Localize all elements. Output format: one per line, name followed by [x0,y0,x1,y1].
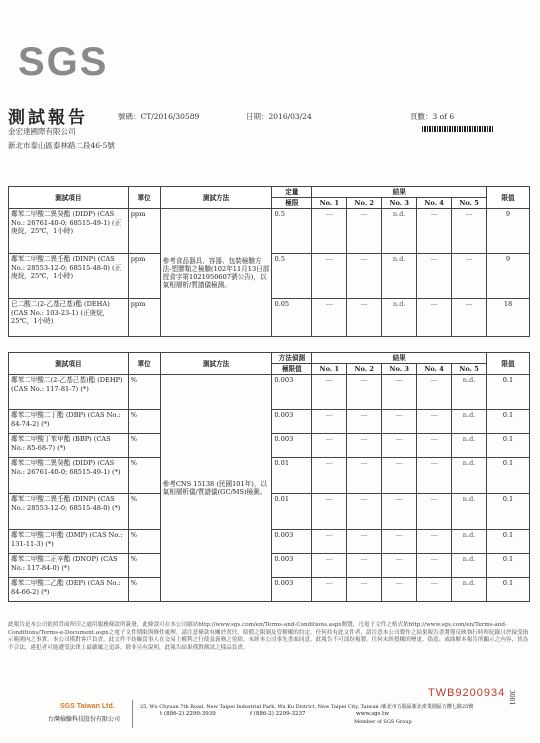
result-5: n.d. [452,434,487,458]
col-header-unit: 單位 [128,353,160,375]
col-header-no4: No. 4 [417,198,452,209]
result-5: --- [452,299,487,337]
max-value: 0.1 [487,554,530,578]
result-4: --- [417,530,452,554]
unit: ppm [128,254,160,299]
col-header-no1: No. 1 [312,364,347,375]
unit: % [128,494,160,530]
client-company: 金宏達國際有限公司 [8,127,76,136]
col-header-item: 測試項目 [9,353,129,375]
limit: 0.003 [272,530,312,554]
report-date: 日期：2016/03/24 [246,112,312,121]
result-2: --- [347,578,382,602]
footer-company-en: SGS Taiwan Ltd. [60,703,115,710]
col-header-results: 結果 [312,187,487,198]
col-header-item: 測試項目 [9,187,129,209]
max-value: 0.1 [487,434,530,458]
result-5: --- [452,254,487,299]
col-header-results: 結果 [312,353,487,364]
results-table-2 [8,352,530,602]
result-4: --- [417,554,452,578]
max-value: 0.1 [487,375,530,410]
result-3: --- [382,434,417,458]
result-1: --- [312,375,347,410]
result-4: --- [417,494,452,530]
result-5: n.d. [452,554,487,578]
footer-company-cn: 台灣檢驗科技股份有限公司 [48,716,121,723]
result-3: --- [382,494,417,530]
disclaimer-text: 此報告是本公司依照背面所印之通用服務條款所簽發，此條款可在本公司網站http://www.sgs.com/en/Terms-and-Conditions.aspx閱覽，凡電子文件之格式依http://www.sgs.com/en/Terms-and-Conditions/Terms-e-Document.aspx之電子文件期限與條件處理。請注意條款有關於責任、賠償之限制及管轄權的約定。任何持有此文件者，請注意本公司製作之結果報告書將僅反映執行時所紀錄且於接受指示範圍內之事實。本公司僅對客戶負責，此文件不妨礙當事人在交易上權利之行使及義務之免除。未經本公司事先書面同意，此報告不可部份複製。任何未經授權的變更、偽造、或曲解本報告所顯示之內容，皆為不合法，違犯者可能遭受法律上最嚴厲之追訴。除非另有說明，此報告結果僅對測試之樣品負責。 [8,622,529,651]
test-item: 鄰苯二甲酸丁苯甲酯 (BBP) (CAS No.: 85-68-7) (*) [9,434,129,458]
table-row [9,209,530,254]
test-item: 鄰苯二甲酸二甲酯 (DMP) (CAS No.: 131-11-3) (*) [9,530,129,554]
col-header-limit-bottom: 極限 [272,198,312,209]
test-item: 已二酸二(2-乙基己基)酯 (DEHA) (CAS No.: 103-23-1) (正庚烷，25℃，1小時) [9,299,129,337]
result-2: --- [347,554,382,578]
result-1: --- [312,494,347,530]
col-header-method: 測試方法 [160,187,272,209]
col-header-limit-top: 方法偵測 [272,353,312,364]
limit: 0.003 [272,554,312,578]
max-value: 0.1 [487,494,530,530]
test-method: 參考食品器具、容器、包裝檢驗方法-塑膠類之檢驗(102年11月13日部授食字第1021950607號公告)，以氣相層析/質譜儀檢測。 [160,209,272,337]
result-3: --- [382,530,417,554]
limit: 0.003 [272,434,312,458]
result-4: --- [417,410,452,434]
client-address: 新北市泰山區泰林路二段46-5號 [8,141,115,150]
test-item: 鄰苯二甲酸二(2-乙基己基)酯 (DEHP) (CAS No.: 117-81-7) (*) [9,375,129,410]
result-1: --- [312,530,347,554]
page-number: 頁數：3 of 6 [410,112,455,121]
col-header-max: 限值 [487,353,530,375]
limit: 0.5 [272,209,312,254]
result-4: --- [417,254,452,299]
result-3: --- [382,458,417,494]
result-1: --- [312,209,347,254]
result-1: --- [312,254,347,299]
page-title: 測試報告 [8,108,88,128]
limit: 0.5 [272,254,312,299]
unit: % [128,375,160,410]
test-item: 鄰苯二甲酸二異壬酯 (DINP) (CAS No.: 28553-12-0; 68515-48-0) (正庚烷，25℃，1小時) [9,254,129,299]
max-value: 9 [487,254,530,299]
result-3: --- [382,375,417,410]
col-header-no3: No. 3 [382,364,417,375]
max-value: 0.1 [487,530,530,554]
unit: % [128,554,160,578]
side-code: 3001 [508,690,515,706]
limit: 0.05 [272,299,312,337]
footer-member: Member of SGS Group [354,719,412,725]
result-1: --- [312,299,347,337]
test-item: 鄰苯二甲酸二丁酯 (DBP) (CAS No.: 84-74-2) (*) [9,410,129,434]
footer-web: www.sgs.tw [356,711,390,717]
col-header-method: 測試方法 [160,353,272,375]
footer-divider [132,700,133,728]
result-1: --- [312,410,347,434]
limit: 0.003 [272,410,312,434]
result-3: --- [382,410,417,434]
col-header-no3: No. 3 [382,198,417,209]
footer-fax: f (886-2) 2299-3237 [250,711,306,717]
footer-address: 25, Wu Chyuan 7th Road, New Taipei Industrial Park, Wu Ku District, New Taipei City, Taiwan /新北市五股區新北產業園區五權七路25號 [140,704,474,710]
result-1: --- [312,554,347,578]
result-2: --- [347,434,382,458]
col-header-unit: 單位 [128,187,160,209]
unit: % [128,578,160,602]
footer-bar [0,700,540,730]
unit: % [128,458,160,494]
max-value: 18 [487,299,530,337]
result-5: n.d. [452,458,487,494]
result-2: --- [347,458,382,494]
result-4: --- [417,209,452,254]
limit: 0.01 [272,458,312,494]
col-header-max: 限值 [487,187,530,209]
result-4: --- [417,458,452,494]
test-item: 鄰苯二甲酸二異癸酯 (DIDP) (CAS No.: 26761-40-0; 68515-49-1) (*) [9,458,129,494]
result-3: n.d. [382,254,417,299]
sgs-logo: SGS [18,40,109,84]
footer-phone: t (886-2) 2299-3939 [160,711,216,717]
unit: % [128,410,160,434]
col-header-no1: No. 1 [312,198,347,209]
max-value: 0.1 [487,578,530,602]
test-item: 鄰苯二甲酸二正辛酯 (DNOP) (CAS No.: 117-84-0) (*) [9,554,129,578]
result-1: --- [312,434,347,458]
test-item: 鄰苯二甲酸二異壬酯 (DINP) (CAS No.: 28553-12-0; 68515-48-0) (*) [9,494,129,530]
result-5: --- [452,209,487,254]
test-item: 鄰苯二甲酸二乙酯 (DEP) (CAS No.: 84-66-2) (*) [9,578,129,602]
max-value: 0.1 [487,458,530,494]
col-header-no5: No. 5 [452,198,487,209]
result-2: --- [347,410,382,434]
table-row [9,375,530,410]
test-item: 鄰苯二甲酸二異癸酯 (DIDP) (CAS No.: 26761-40-0; 68515-49-1) (正庚烷，25℃，1小時) [9,209,129,254]
result-2: --- [347,254,382,299]
result-1: --- [312,458,347,494]
unit: % [128,530,160,554]
result-1: --- [312,578,347,602]
result-4: --- [417,434,452,458]
limit: 0.003 [272,578,312,602]
result-5: n.d. [452,494,487,530]
result-2: --- [347,494,382,530]
max-value: 0.1 [487,410,530,434]
result-4: --- [417,299,452,337]
serial-number: TWB9200934 [428,687,506,699]
result-3: --- [382,578,417,602]
col-header-no5: No. 5 [452,364,487,375]
unit: ppm [128,299,160,337]
col-header-no4: No. 4 [417,364,452,375]
result-5: n.d. [452,375,487,410]
barcode [422,126,494,132]
result-2: --- [347,375,382,410]
col-header-limit-bottom: 極限值 [272,364,312,375]
result-5: n.d. [452,530,487,554]
result-3: --- [382,554,417,578]
result-5: n.d. [452,410,487,434]
result-3: n.d. [382,299,417,337]
result-4: --- [417,375,452,410]
result-2: --- [347,299,382,337]
results-table-1 [8,186,530,337]
test-method: 參考CNS 15138 (民國101年)，以氣相層析儀/質譜儀(GC/MS)檢測。 [160,375,272,602]
col-header-no2: No. 2 [347,364,382,375]
col-header-limit-top: 定量 [272,187,312,198]
col-header-no2: No. 2 [347,198,382,209]
unit: % [128,434,160,458]
result-5: n.d. [452,578,487,602]
result-2: --- [347,209,382,254]
result-3: n.d. [382,209,417,254]
result-4: --- [417,578,452,602]
unit: ppm [128,209,160,254]
limit: 0.003 [272,375,312,410]
limit: 0.01 [272,494,312,530]
result-2: --- [347,530,382,554]
report-number: 號碼：CT/2016/30589 [118,112,200,121]
max-value: 9 [487,209,530,254]
